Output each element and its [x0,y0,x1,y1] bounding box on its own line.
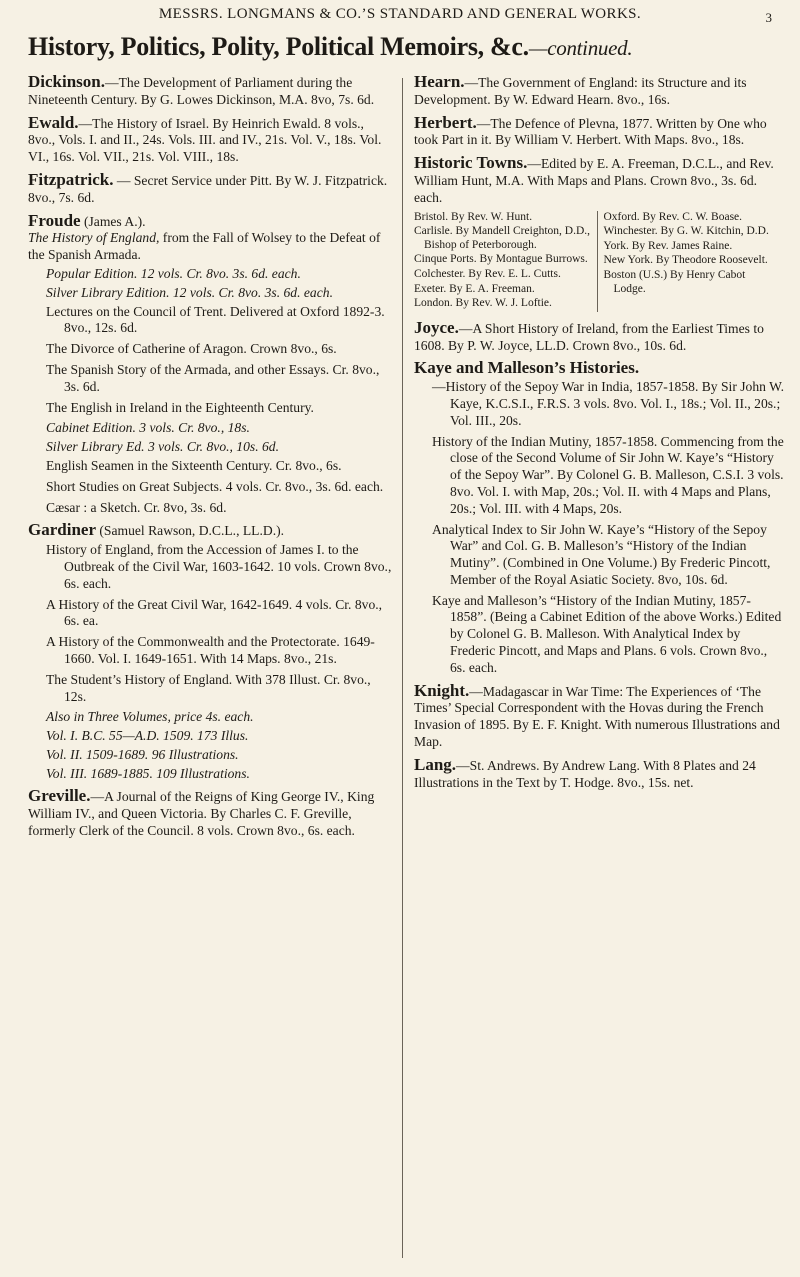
town-item: Cinque Ports. By Montague Burrows. [414,253,588,266]
entry-froude [28,210,392,517]
author-name: Historic Towns. [414,153,528,173]
running-head [28,0,772,32]
work-line: The Student’s History of England. With 378 Illust. Cr. 8vo., 12s. [46,671,371,704]
work-title [28,230,392,264]
work-line: Short Studies on Great Subjects. 4 vols. Cr. 8vo., 3s. 6d. each. [46,478,384,494]
entry-text: —Madagascar in War Time: The Experiences of ‘The Times’ Special Correspondent with the Hovas during the French Invasion of 1895. By E. F. Knight. With numerous Illustrations and Map. [414,683,780,750]
author-name: Herbert. [414,112,477,132]
entry-gardiner [28,522,392,782]
author-name: Fitzpatrick. [28,169,114,189]
entry-ewald [28,112,392,166]
town-item: Colchester. By Rev. E. L. Cutts. [414,267,561,280]
section-title [28,32,778,62]
author-name: Gardiner [28,520,96,540]
left-column [28,74,392,846]
volume-line: Vol. III. 1689-1885. 109 Illustrations. [46,765,250,781]
author-name: Knight. [414,680,470,700]
author-name: Froude [28,210,81,230]
town-item: Oxford. By Rev. C. W. Boase. [603,210,743,223]
entry-lang [414,754,786,792]
entry-text: —A Journal of the Reigns of King George IV., King William IV., and Queen Victoria. By Charles C. F. Greville, formerly Clerk of the Council. 8 vols. Crown 8vo., 6s. each. [28,789,375,839]
town-item: London. By Rev. W. J. Loftie. [414,297,552,310]
entry-kaye-malleson [414,360,786,676]
entry-historic-towns [414,155,786,312]
work-line: The Divorce of Catherine of Aragon. Crown 8vo., 6s. [46,341,337,357]
right-column [414,74,786,797]
author-name: Lang. [414,754,457,774]
running-title: MESSRS. LONGMANS & CO.’S STANDARD AND GENERAL WORKS. [158,6,642,22]
town-item: Exeter. By E. A. Freeman. [414,282,535,295]
column-divider [402,78,403,1258]
page-number: 3 [765,10,772,25]
volume-line: Vol. II. 1509-1689. 96 Illustrations. [46,746,239,762]
town-item: York. By Rev. James Raine. [603,239,733,252]
work-line: A History of the Commonwealth and the Protectorate. 1649-1660. Vol. I. 1649-1651. With 14 Maps. 8vo., 21s. [46,634,375,666]
author-name: Dickinson. [28,72,105,91]
entry-text: —The Government of England: its Structure and its Development. By W. Edward Hearn. 8vo., 16s. [414,75,747,107]
entry-hearn [414,74,786,109]
author-name: Joyce. [414,317,459,337]
town-item: Boston (U.S.) By Henry Cabot Lodge. [603,268,746,295]
entry-text: —The History of Israel. By Heinrich Ewald. 8 vols., 8vo., Vols. I. and II., 24s. Vols. III. and IV., 21s. Vol. V., 18s. Vol. VI., 16s. Vol. VII., 21s. Vol. VIII., 18s. [28,115,382,165]
work-line: The English in Ireland in the Eighteenth Century. [46,399,314,415]
entry-joyce [414,317,786,355]
entry-text: —A Short History of Ireland, from the Earliest Times to 1608. By P. W. Joyce, LL.D. Crown 8vo., 10s. 6d. [414,320,764,353]
edition-line: Cabinet Edition. 3 vols. Cr. 8vo., 18s. [46,420,250,436]
town-item: New York. By Theodore Roosevelt. [603,254,768,267]
entry-text: —Edited by E. A. Freeman, D.C.L., and Rev. William Hunt, M.A. With Maps and Plans. Crown 8vo., 3s. 6d. each. [414,156,774,205]
work-line: History of the Indian Mutiny, 1857-1858. Commencing from the close of the Second Volume of Sir John W. Kaye’s “History of the Sepoy War”. By Colonel G. B. Malleson, C.S.I. 3 vols. 8vo. Vol. I. with Map, 20s.; Vol. II. with 4 Maps and Plans, 20s.; Vol. III. with 4 Maps, 20s. [432,433,784,516]
work-line: History of England, from the Accession of James I. to the Outbreak of the Civil War, 1603-1642. 10 vols. Crown 8vo., 6s. each. [46,542,392,591]
edition-line: Silver Library Edition. 12 vols. Cr. 8vo. 3s. 6d. each. [46,284,333,300]
work-line: —History of the Sepoy War in India, 1857-1858. By Sir John W. Kaye, K.C.S.I., F.R.S. 3 vols. 8vo. Vol. I., 18s.; Vol. II., 20s.; Vol. III., 20s. [432,379,785,428]
author-suffix: (James A.). [80,213,146,229]
work-line: Cæsar : a Sketch. Cr. 8vo, 3s. 6d. [46,499,227,515]
town-item: Bristol. By Rev. W. Hunt. [414,210,533,223]
work-line: Analytical Index to Sir John W. Kaye’s “History of the Sepoy War” and Col. G. B. Malleson’s “History of the Indian Mutiny”. (Combined in One Volume.) By Frederic Pincott, Member of the Royal Asiatic Society. 8vo, 10s. 6d. [432,521,771,587]
work-line: The Spanish Story of the Armada, and other Essays. Cr. 8vo., 3s. 6d. [46,361,380,394]
entry-herbert [414,112,786,150]
author-name: Ewald. [28,112,79,132]
work-title-italic: The History of England, [28,230,160,246]
work-line: English Seamen in the Sixteenth Century. Cr. 8vo., 6s. [46,457,342,473]
entry-text: —The Development of Parliament during the Nineteenth Century. By G. Lowes Dickinson, M.A. 8vo, 7s. 6d. [28,75,375,107]
author-name: Greville. [28,786,91,806]
entry-text: —St. Andrews. By Andrew Lang. With 8 Plates and 24 Illustrations in the Text by T. Hodge. 8vo., 15s. net. [414,757,756,790]
entry-text: —The Defence of Plevna, 1877. Written by One who took Part in it. By William V. Herbert. With Maps. 8vo., 18s. [414,115,767,148]
town-item: Winchester. By G. W. Kitchin, D.D. [603,225,769,238]
town-item: Carlisle. By Mandell Creighton, D.D., Bishop of Peterborough. [414,225,590,251]
section-continued: —continued. [528,36,633,60]
author-name: Kaye and Malleson’s Histories. [414,358,640,378]
entry-greville [28,788,392,839]
towns-list [414,211,786,312]
volume-line: Vol. I. B.C. 55—A.D. 1509. 173 Illus. [46,728,249,744]
edition-line: Silver Library Ed. 3 vols. Cr. 8vo., 10s. 6d. [46,439,279,455]
edition-line: Also in Three Volumes, price 4s. each. [46,709,254,725]
entry-fitzpatrick [28,169,392,207]
author-suffix: (Samuel Rawson, D.C.L., LL.D.). [96,523,285,539]
author-name: Hearn. [414,72,465,91]
entry-knight [414,680,786,751]
towns-column-right [597,211,787,312]
towns-column-left [414,211,597,312]
entry-text: — Secret Service under Pitt. By W. J. Fitzpatrick. 8vo., 7s. 6d. [28,172,388,205]
section-title-text: History, Politics, Polity, Political Memoirs, &c. [28,32,529,61]
work-description: from the Fall of Wolsey to the Defeat of the Spanish Armada. [28,230,381,263]
entry-dickinson [28,74,392,109]
work-line: Lectures on the Council of Trent. Delivered at Oxford 1892-3. 8vo., 12s. 6d. [46,303,385,336]
work-line: A History of the Great Civil War, 1642-1649. 4 vols. Cr. 8vo., 6s. ea. [46,596,383,629]
edition-line: Popular Edition. 12 vols. Cr. 8vo. 3s. 6d. each. [46,265,301,281]
work-line: Kaye and Malleson’s “History of the Indian Mutiny, 1857-1858”. (Being a Cabinet Edition of the above Works.) Edited by Colonel G. B. Malleson. With Analytical Index by Frederic Pincott, and Maps and Plans. 6 vols. Crown 8vo., 6s. each. [432,592,782,675]
